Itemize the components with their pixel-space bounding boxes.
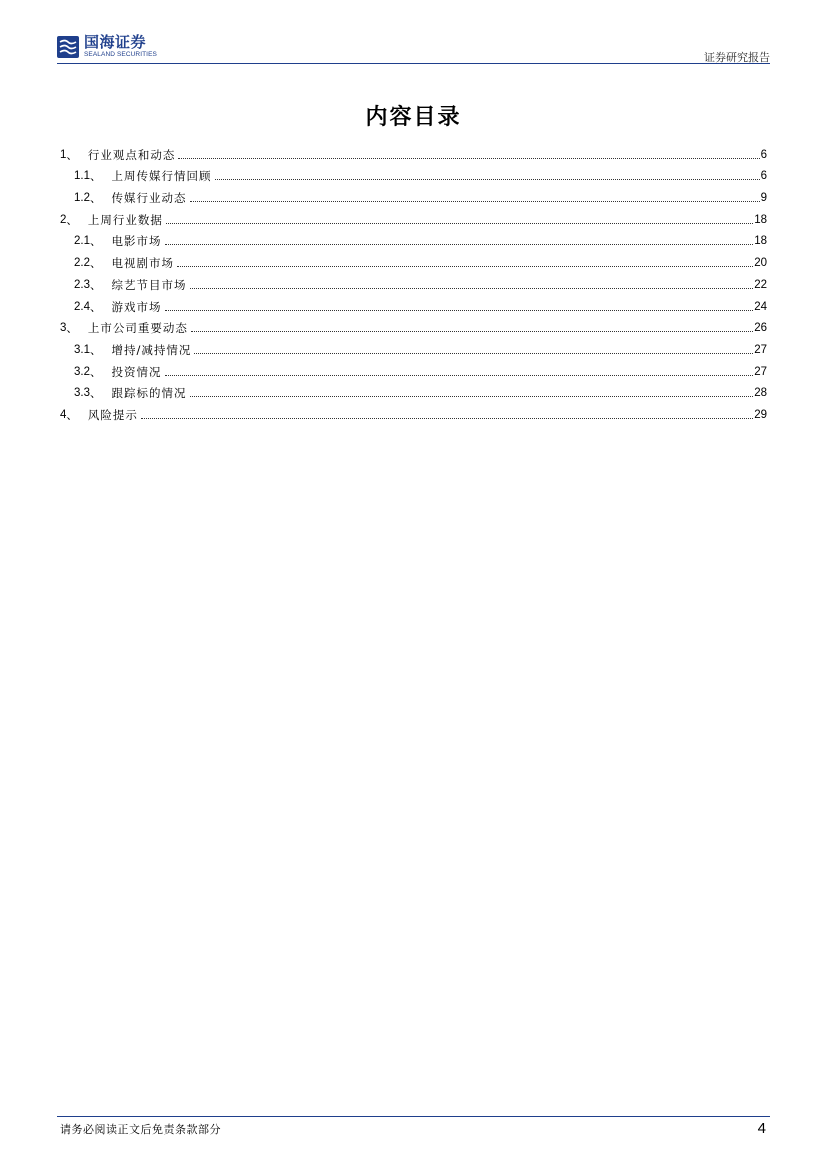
toc-entry-number: 1.2	[74, 192, 90, 205]
toc-entry-title: 行业观点和动态	[87, 147, 176, 162]
toc-dot-leader	[141, 418, 753, 419]
toc-entry-title: 上市公司重要动态	[87, 321, 188, 336]
toc-title: 内容目录	[365, 105, 462, 130]
toc-entry-number: 3.3	[74, 387, 90, 400]
toc-entry-number: 2.4	[74, 300, 90, 313]
toc-entry-number: 2.3	[74, 278, 90, 291]
toc-entry-separator: 、	[90, 277, 102, 292]
toc-entry-title: 电影市场	[111, 234, 162, 249]
toc-entry[interactable]	[60, 270, 767, 292]
toc-entry[interactable]	[60, 400, 767, 422]
toc-entry-number: 4	[60, 408, 67, 421]
toc-entry[interactable]	[60, 183, 767, 205]
toc-entry-separator: 、	[66, 321, 78, 336]
report-type-label: 证券研究报告	[704, 51, 770, 64]
toc-entry-page: 27	[754, 343, 767, 356]
toc-entry-page: 9	[760, 192, 767, 205]
toc-entry-separator: 、	[90, 169, 102, 184]
toc-dot-leader	[177, 266, 753, 267]
toc-entry[interactable]	[60, 379, 767, 401]
toc-entry-page: 29	[754, 408, 767, 421]
toc-entry-number: 2	[60, 213, 67, 226]
toc-entry-title: 游戏市场	[111, 299, 162, 314]
toc-entry-title: 综艺节目市场	[111, 277, 187, 292]
header-divider	[57, 63, 770, 64]
toc-entry-separator: 、	[66, 147, 78, 162]
toc-entry[interactable]	[60, 248, 767, 270]
page-number: 4	[757, 1120, 766, 1137]
company-logo	[57, 35, 157, 59]
toc-entry-page: 20	[754, 257, 767, 270]
toc-entry[interactable]	[60, 357, 767, 379]
toc-entry-number: 2.2	[74, 257, 90, 270]
toc-entry-separator: 、	[66, 407, 78, 422]
toc-entry-title: 上周行业数据	[87, 212, 163, 227]
toc-entry-page: 27	[754, 365, 767, 378]
toc-dot-leader	[190, 201, 760, 202]
toc-dot-leader	[165, 310, 754, 311]
toc-entry-number: 3	[60, 322, 67, 335]
toc-entry-number: 3.1	[74, 343, 90, 356]
logo-chinese-name: 国海证券	[84, 33, 147, 51]
toc-dot-leader	[194, 353, 753, 354]
toc-dot-leader	[166, 223, 753, 224]
toc-entry-separator: 、	[90, 299, 102, 314]
toc-dot-leader	[215, 179, 760, 180]
page-header	[57, 33, 770, 65]
footer-divider	[57, 1116, 770, 1117]
toc-dot-leader	[165, 375, 754, 376]
toc-entry-title: 增持/减持情况	[111, 342, 192, 357]
toc-entry-separator: 、	[90, 256, 102, 271]
toc-entry-title: 上周传媒行情回顾	[111, 169, 212, 184]
toc-entry[interactable]	[60, 140, 767, 162]
toc-entry[interactable]	[60, 162, 767, 184]
toc-entry-number: 3.2	[74, 365, 90, 378]
footer-disclaimer: 请务必阅读正文后免责条款部分	[60, 1123, 221, 1136]
toc-entry-separator: 、	[90, 342, 102, 357]
logo-english-name: SEALAND SECURITIES	[84, 51, 157, 58]
toc-entry-separator: 、	[90, 234, 102, 249]
toc-entry-page: 24	[754, 300, 767, 313]
toc-entry-number: 1	[60, 148, 67, 161]
toc-entry-separator: 、	[90, 191, 102, 206]
toc-entry-separator: 、	[90, 364, 102, 379]
toc-dot-leader	[191, 331, 753, 332]
toc-entry-page: 6	[760, 170, 767, 183]
toc-entry-number: 1.1	[74, 170, 90, 183]
toc-entry-title: 投资情况	[111, 364, 162, 379]
toc-entry[interactable]	[60, 292, 767, 314]
toc-entry[interactable]	[60, 205, 767, 227]
toc-entry[interactable]	[60, 314, 767, 336]
sealand-logo-icon	[57, 36, 79, 58]
toc-entry-title: 跟踪标的情况	[111, 386, 187, 401]
table-of-contents	[60, 140, 767, 422]
toc-dot-leader	[165, 244, 754, 245]
toc-entry-separator: 、	[66, 212, 78, 227]
toc-entry-page: 6	[760, 148, 767, 161]
toc-entry-page: 18	[754, 235, 767, 248]
toc-entry-page: 28	[754, 387, 767, 400]
toc-entry[interactable]	[60, 227, 767, 249]
toc-entry[interactable]	[60, 335, 767, 357]
toc-entry-number: 2.1	[74, 235, 90, 248]
toc-dot-leader	[190, 396, 754, 397]
toc-dot-leader	[190, 288, 754, 289]
toc-entry-title: 传媒行业动态	[111, 191, 187, 206]
toc-entry-separator: 、	[90, 386, 102, 401]
toc-entry-page: 26	[754, 322, 767, 335]
toc-entry-title: 电视剧市场	[111, 256, 174, 271]
toc-dot-leader	[178, 158, 759, 159]
toc-entry-page: 18	[754, 213, 767, 226]
toc-entry-title: 风险提示	[87, 407, 138, 422]
toc-entry-page: 22	[754, 278, 767, 291]
